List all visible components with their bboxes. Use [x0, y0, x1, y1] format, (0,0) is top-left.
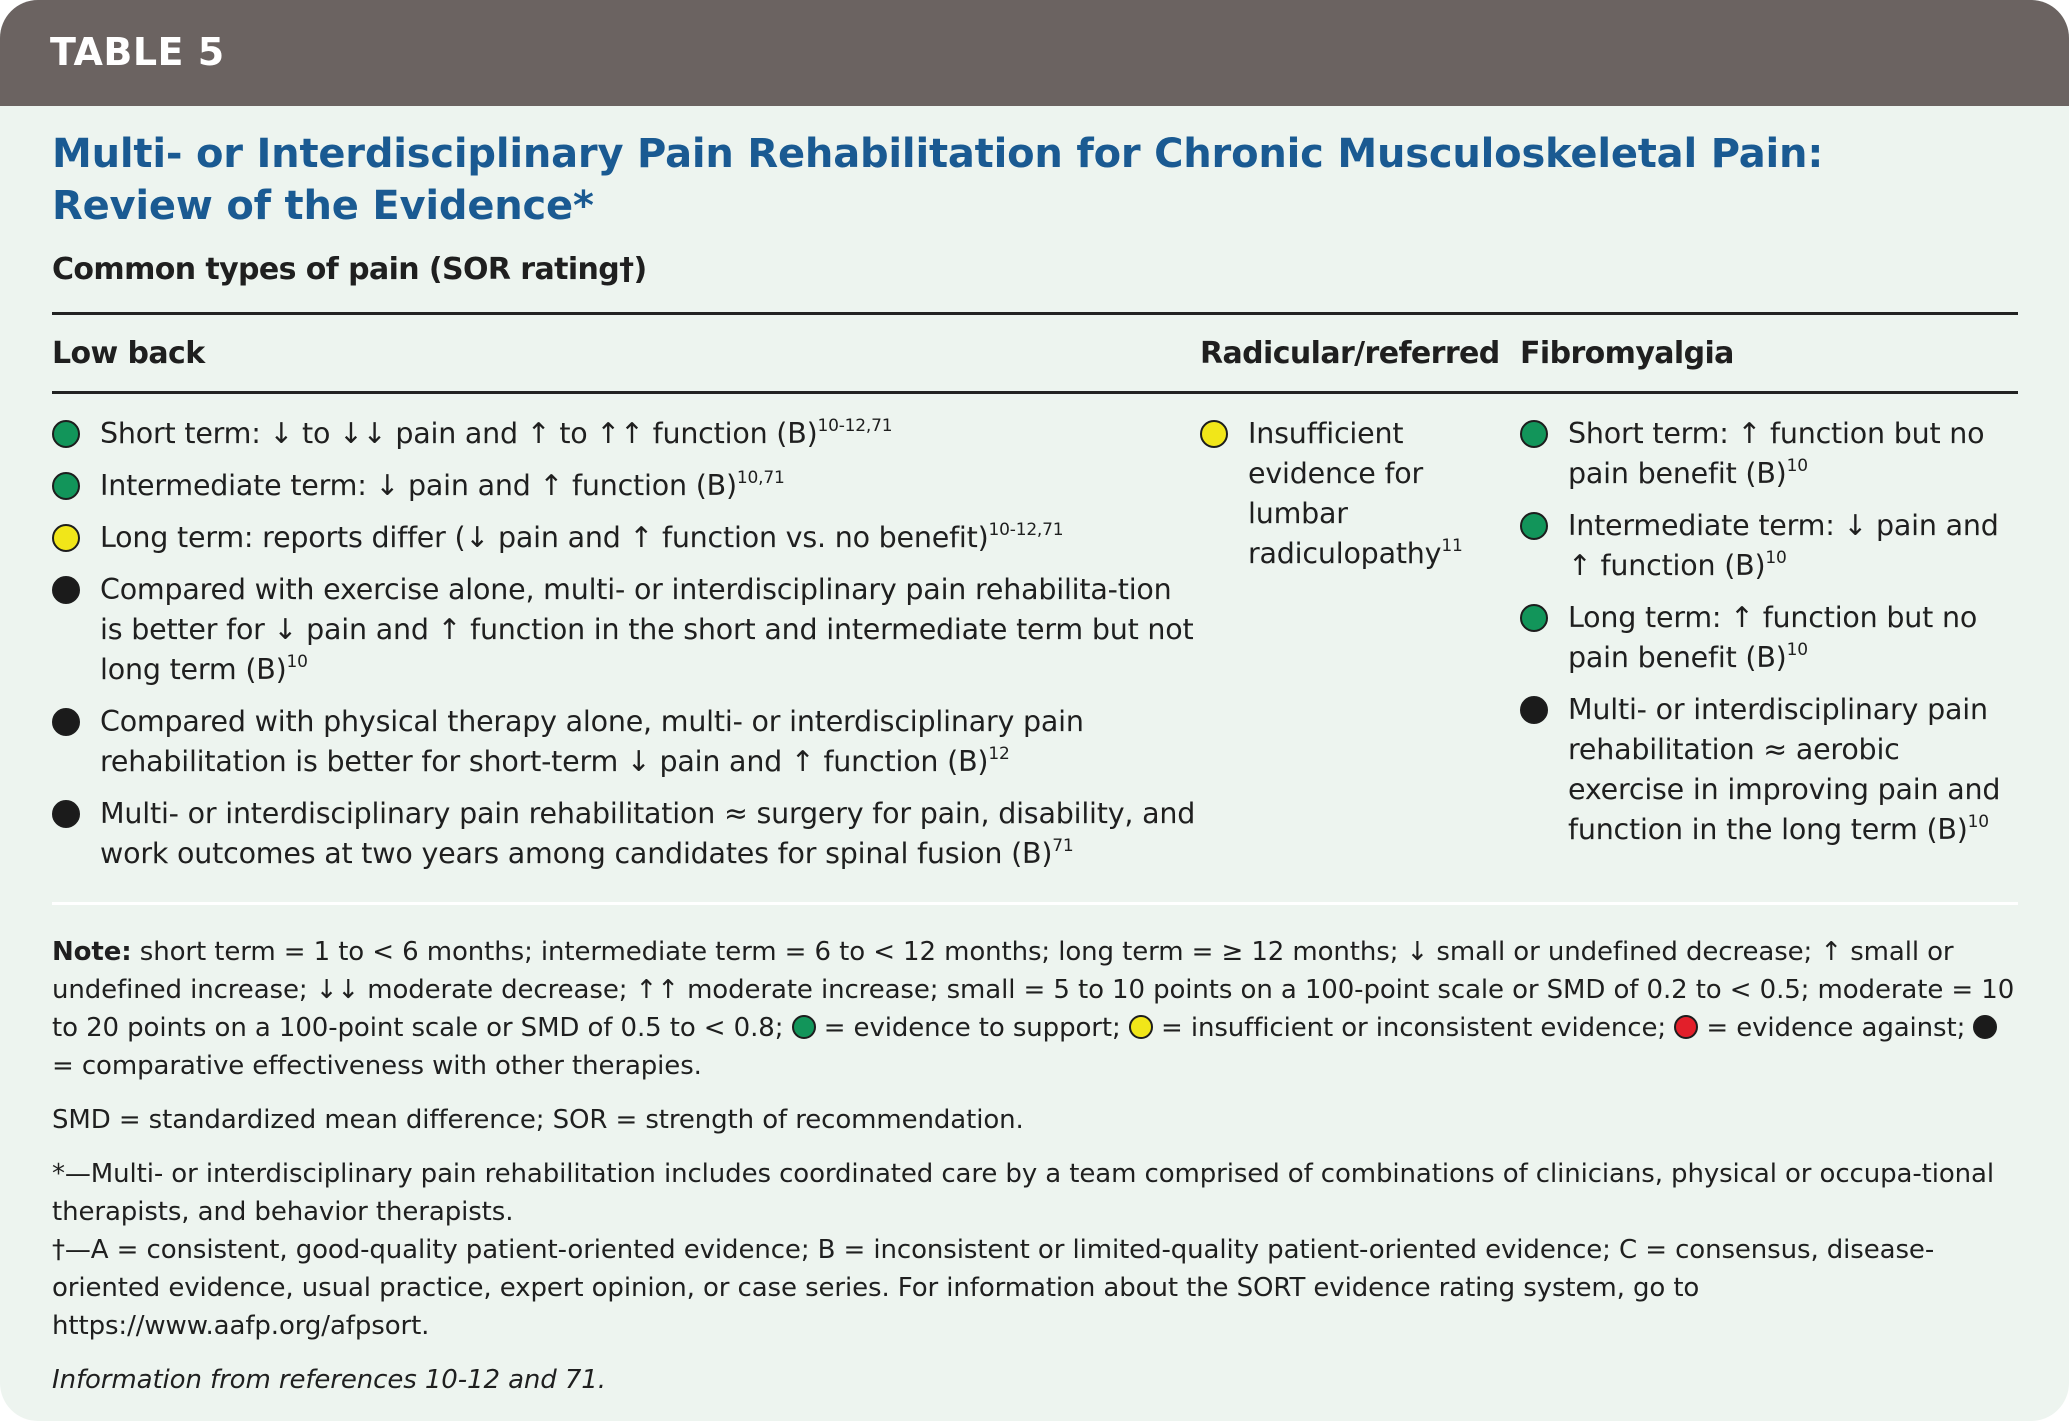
- title-line-2: Review of the Evidence*: [52, 183, 594, 229]
- column-heading-low-back: Low back: [52, 335, 205, 371]
- list-item-text: [1568, 506, 2018, 586]
- list-item-label: Multi- or interdisciplinary pain rehabilitation ≈ surgery for pain, disability, and work outcomes at two years among candidates for spinal fusion (B): [100, 797, 1196, 870]
- list-item-text: [1248, 414, 1478, 574]
- list-item: [52, 570, 1200, 690]
- page-title: [52, 128, 2018, 232]
- source-note: Information from references 10-12 and 71.: [52, 1365, 606, 1395]
- table-label: TABLE 5: [0, 0, 2069, 106]
- yellow-dot-icon: [1200, 420, 1228, 448]
- title-line-1: Multi- or Interdisciplinary Pain Rehabilitation for Chronic Musculoskeletal Pain:: [52, 131, 1824, 177]
- list-item: [52, 702, 1200, 782]
- yellow-dot-icon: [1129, 1015, 1153, 1039]
- list-item-label: Long term: ↑ function but no pain benefit (B): [1568, 601, 1978, 674]
- dagger-footnote: †—A = consistent, good-quality patient-oriented evidence; B = inconsistent or limited-quality patient-oriented evidence; C = consensus, disease-oriented evidence, usual practice, expert opinion, or case series. For information about the SORT evidence rating system, go to https://www.aafp.org/afpsort.: [52, 1235, 1935, 1341]
- green-dot-icon: [1520, 420, 1548, 448]
- reference-superscript: 10,71: [736, 468, 785, 488]
- list-item-label: Insufficient evidence for lumbar radiculopathy: [1248, 417, 1442, 570]
- list-item: [52, 518, 1200, 558]
- reference-superscript: 10: [1786, 640, 1808, 660]
- reference-superscript: 11: [1441, 536, 1463, 556]
- black-dot-icon: [52, 800, 80, 828]
- list-item: [1200, 414, 1520, 574]
- list-item: [52, 414, 1200, 454]
- list-item: [1520, 690, 2018, 850]
- column-low-back: [52, 414, 1200, 886]
- list-item-text: [100, 570, 1200, 690]
- red-dot-icon: [1674, 1015, 1698, 1039]
- list-item: [1520, 506, 2018, 586]
- legend-yellow-text: = insufficient or inconsistent evidence;: [1152, 1013, 1675, 1043]
- evidence-list-low-back: [52, 414, 1200, 874]
- list-item-label: Compared with exercise alone, multi- or interdisciplinary pain rehabilita-tion is better for ↓ pain and ↑ function in the short and intermediate term but not long term (B): [100, 573, 1194, 686]
- green-dot-icon: [792, 1015, 816, 1039]
- yellow-dot-icon: [52, 524, 80, 552]
- table-header-row: [52, 315, 2018, 391]
- green-dot-icon: [52, 472, 80, 500]
- list-item: [1520, 598, 2018, 678]
- list-item-text: [100, 518, 1200, 558]
- green-dot-icon: [52, 420, 80, 448]
- list-item: [52, 466, 1200, 506]
- evidence-list-fibromyalgia: [1520, 414, 2018, 850]
- list-item-label: Short term: ↑ function but no pain benefit (B): [1568, 417, 1985, 490]
- black-dot-icon: [52, 576, 80, 604]
- table-subtitle: Common types of pain (SOR rating†): [52, 252, 647, 287]
- reference-superscript: 10-12,71: [988, 520, 1064, 540]
- list-item-label: Short term: ↓ to ↓↓ pain and ↑ to ↑↑ function (B): [100, 417, 818, 450]
- list-item: [52, 794, 1200, 874]
- evidence-list-radicular: [1200, 414, 1520, 574]
- column-fibromyalgia: [1520, 414, 2018, 886]
- body-bottom-rule: [52, 902, 2018, 905]
- list-item-text: [1568, 690, 2018, 850]
- legend-green-text: = evidence to support;: [815, 1013, 1129, 1043]
- list-item-text: [100, 414, 1200, 454]
- list-item-label: Compared with physical therapy alone, multi- or interdisciplinary pain rehabilitation is better for short-term ↓ pain and ↑ function (B): [100, 705, 1084, 778]
- list-item-text: [1568, 414, 2018, 494]
- reference-superscript: 10: [1967, 812, 1989, 832]
- list-item-label: Intermediate term: ↓ pain and ↑ function (B): [1568, 509, 1999, 582]
- green-dot-icon: [1520, 604, 1548, 632]
- column-heading-radicular: Radicular/referred: [1200, 335, 1500, 371]
- column-heading-fibromyalgia: Fibromyalgia: [1520, 335, 1734, 371]
- note-paragraph: [52, 933, 2018, 1085]
- column-radicular: [1200, 414, 1520, 886]
- list-item-label: Long term: reports differ (↓ pain and ↑ function vs. no benefit): [100, 521, 989, 554]
- list-item-label: Intermediate term: ↓ pain and ↑ function (B): [100, 469, 737, 502]
- legend-red-text: = evidence against;: [1698, 1013, 1974, 1043]
- reference-superscript: 10: [286, 652, 308, 672]
- list-item-label: Multi- or interdisciplinary pain rehabilitation ≈ aerobic exercise in improving pain and function in the long term (B): [1568, 693, 2001, 846]
- asterisk-footnote: *—Multi- or interdisciplinary pain rehabilitation includes coordinated care by a team comprised of combinations of clinicians, physical or occupa-tional therapists, and behavior therapists.: [52, 1159, 1995, 1227]
- legend-black-text: = comparative effectiveness with other therapies.: [52, 1051, 702, 1081]
- reference-superscript: 71: [1052, 836, 1074, 856]
- list-item-text: [100, 702, 1200, 782]
- note-label: Note:: [52, 937, 132, 967]
- black-dot-icon: [52, 708, 80, 736]
- list-item-text: [100, 794, 1200, 874]
- black-dot-icon: [1520, 696, 1548, 724]
- reference-superscript: 10: [1786, 456, 1808, 476]
- note-definitions: short term = 1 to < 6 months; intermediate term = 6 to < 12 months; long term = ≥ 12 months; ↓ small or undefined decrease; ↑ small or undefined increase; ↓↓ moderate decrease; ↑↑ moderate increase; small = 5 to 10 points on a 100-point scale or SMD of 0.2 to < 0.5; moderate = 10 to 20 points on a 100-point scale or SMD of 0.5 to < 0.8;: [52, 937, 2015, 1043]
- reference-superscript: 12: [988, 744, 1010, 764]
- list-item: [1520, 414, 2018, 494]
- table-notes: [52, 933, 2018, 1399]
- table-body: [52, 394, 2018, 896]
- reference-superscript: 10: [1765, 548, 1787, 568]
- table-content: [52, 106, 2018, 1415]
- list-item-text: [1568, 598, 2018, 678]
- green-dot-icon: [1520, 512, 1548, 540]
- abbreviations-note: SMD = standardized mean difference; SOR = strength of recommendation.: [52, 1105, 1024, 1135]
- black-dot-icon: [1973, 1015, 1997, 1039]
- list-item-text: [100, 466, 1200, 506]
- reference-superscript: 10-12,71: [817, 416, 893, 436]
